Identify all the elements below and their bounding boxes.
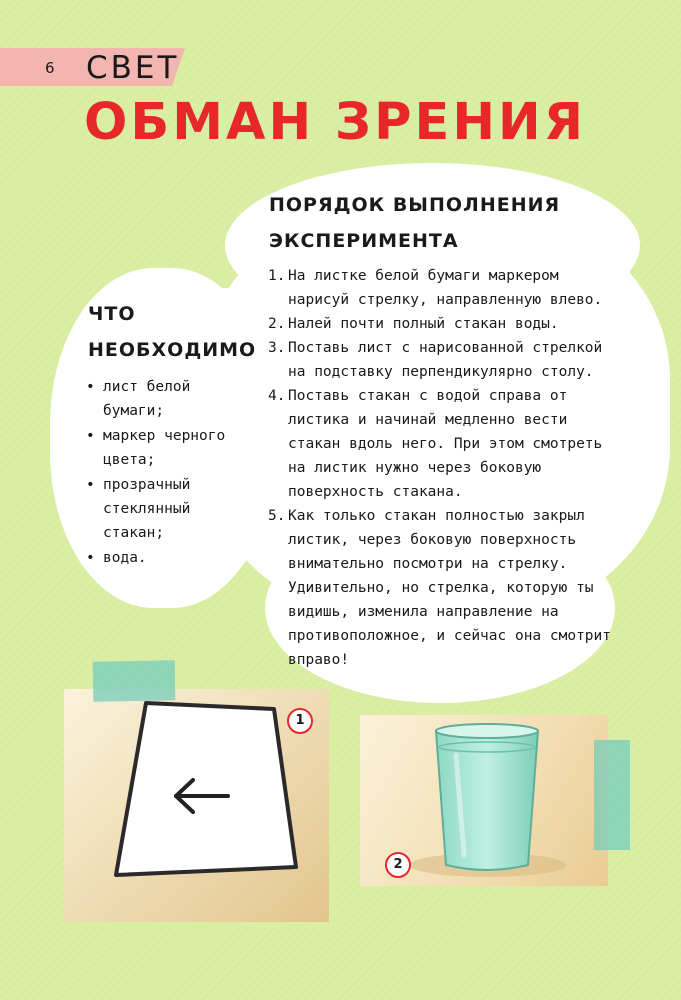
step-text: Поставь стакан с водой справа от листика и начинай медленно вести стакан вдоль него. При этом смотреть на листик нужно через боковую поверхность стакана.	[288, 388, 603, 500]
needs-item-text: прозрачный стеклянный стакан;	[103, 477, 191, 541]
tape-strip-right	[594, 740, 630, 850]
needs-heading	[88, 296, 256, 368]
procedure-steps	[268, 264, 613, 672]
page-title: ОБМАН ЗРЕНИЯ	[84, 93, 586, 152]
needs-item-text: лист белой бумаги;	[103, 379, 191, 419]
step-item	[268, 384, 613, 504]
bullet-icon: •	[86, 550, 95, 566]
photo-number-badge-1: 1	[287, 708, 313, 734]
procedure-heading	[269, 187, 560, 259]
glass-of-water-icon	[436, 724, 538, 870]
bullet-icon: •	[86, 428, 95, 444]
section-label: СВЕТ	[86, 50, 180, 86]
step-text: Налей почти полный стакан воды.	[288, 316, 559, 332]
photo-number-badge-2: 2	[385, 852, 411, 878]
procedure-heading-line2: ЭКСПЕРИМЕНТА	[269, 230, 459, 252]
step-number: 5.	[268, 508, 286, 524]
step-item	[268, 312, 613, 336]
list-item	[86, 424, 248, 472]
step-text: Поставь лист с нарисованной стрелкой на подставку перпендикулярно столу.	[288, 340, 603, 380]
step-number: 4.	[268, 388, 286, 404]
list-item	[86, 473, 248, 545]
needs-heading-line2: НЕОБХОДИМО	[88, 339, 257, 361]
needs-item-text: маркер черного цвета;	[103, 428, 226, 468]
step-number: 2.	[268, 316, 286, 332]
bullet-icon: •	[86, 379, 95, 395]
step-number: 3.	[268, 340, 286, 356]
step-item	[268, 504, 613, 672]
step-number: 1.	[268, 268, 286, 284]
list-item	[86, 546, 248, 570]
needs-heading-line1: ЧТО	[88, 303, 136, 325]
step-item	[268, 264, 613, 312]
step-text: На листке белой бумаги маркером нарисуй стрелку, направленную влево.	[288, 268, 603, 308]
bullet-icon: •	[86, 477, 95, 493]
list-item	[86, 375, 248, 423]
step-text: Как только стакан полностью закрыл листик, через боковую поверхность внимательно посмотри на стрелку. Удивительно, но стрелка, которую ты видишь, изменила направление на противоположное, и сейчас она смотрит вправо!	[288, 508, 612, 668]
needs-item-text: вода.	[103, 550, 147, 566]
procedure-heading-line1: ПОРЯДОК ВЫПОЛНЕНИЯ	[269, 194, 561, 216]
tape-strip-top-left	[93, 660, 176, 701]
step-item	[268, 336, 613, 384]
needs-list	[86, 375, 248, 571]
page-number: 6	[45, 59, 55, 77]
